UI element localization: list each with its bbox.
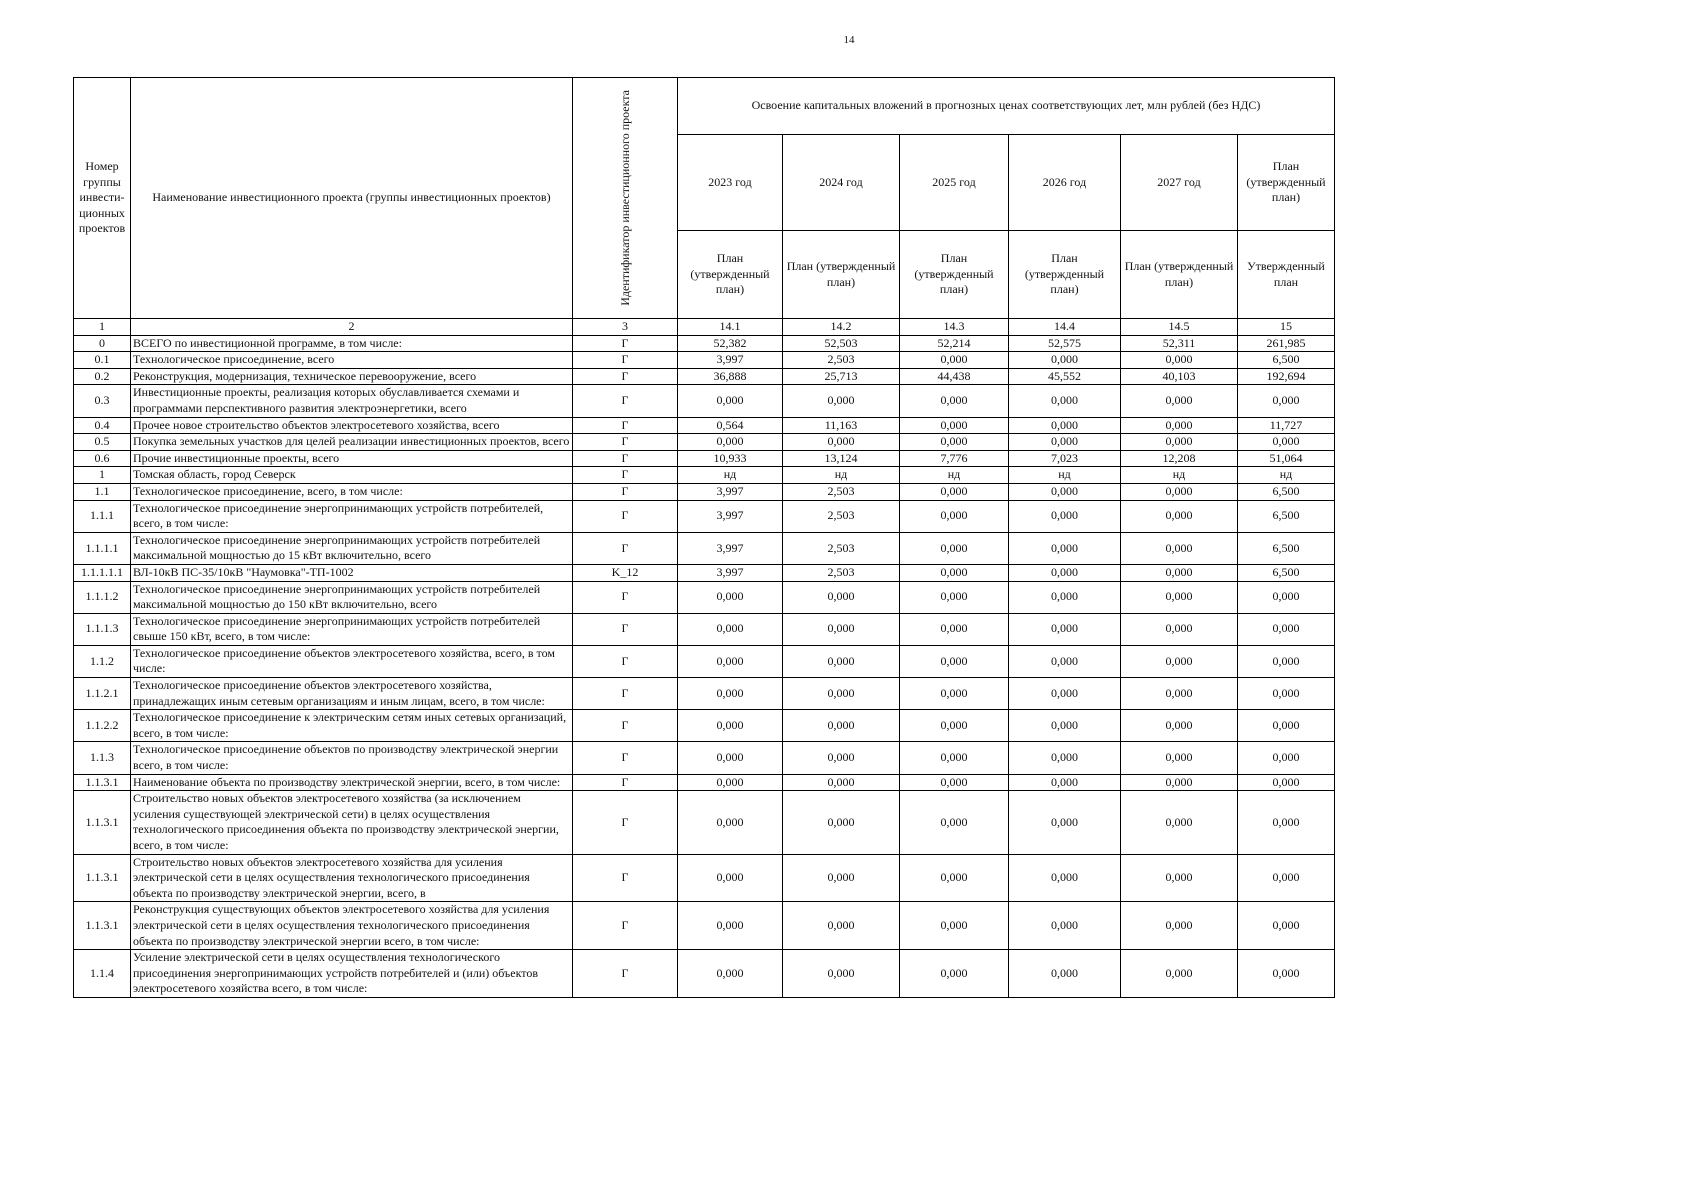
- table-row: [74, 532, 1335, 564]
- row-value: 0,000: [1238, 645, 1335, 677]
- table-row: [74, 950, 1335, 998]
- row-value: нд: [1121, 467, 1238, 484]
- row-identifier: Г: [573, 581, 678, 613]
- table-row: [74, 385, 1335, 417]
- row-number: 1.1.3.1: [74, 774, 131, 791]
- row-number: 0.1: [74, 352, 131, 369]
- row-value: 0,000: [1238, 950, 1335, 998]
- row-value: 0,000: [1238, 678, 1335, 710]
- row-value: 0,000: [900, 710, 1009, 742]
- row-value: 11,727: [1238, 417, 1335, 434]
- row-value: 0,000: [900, 854, 1009, 902]
- row-value: 0,000: [1121, 500, 1238, 532]
- row-value: 3,997: [678, 483, 783, 500]
- row-name: Строительство новых объектов электросетевого хозяйства для усиления электрической сети в целях осуществления технологического присоединения объекта по производству электрической энергии, всего, в: [131, 854, 573, 902]
- row-value: 3,997: [678, 352, 783, 369]
- row-value: 0,000: [1238, 581, 1335, 613]
- row-value: 0,000: [1009, 352, 1121, 369]
- row-identifier: Г: [573, 434, 678, 451]
- row-identifier: Г: [573, 532, 678, 564]
- row-value: 2,503: [783, 352, 900, 369]
- table-row: [74, 902, 1335, 950]
- row-value: 0,000: [1121, 613, 1238, 645]
- row-value: 0,000: [1238, 613, 1335, 645]
- row-value: 0,000: [678, 385, 783, 417]
- row-value: 0,000: [1121, 352, 1238, 369]
- row-value: 0,000: [1121, 417, 1238, 434]
- row-name: Технологическое присоединение к электрическим сетям иных сетевых организаций, всего, в том числе:: [131, 710, 573, 742]
- table-row: [74, 335, 1335, 352]
- row-value: 44,438: [900, 368, 1009, 385]
- row-value: 0,000: [1009, 791, 1121, 854]
- table-row: [74, 645, 1335, 677]
- row-value: 0,000: [678, 854, 783, 902]
- row-value: 0,000: [900, 417, 1009, 434]
- row-value: 51,064: [1238, 450, 1335, 467]
- row-identifier: Г: [573, 742, 678, 774]
- row-name: Реконструкция существующих объектов электросетевого хозяйства для усиления электрической сети в целях осуществления технологического присоединения объекта по производству электрической энергии всего, в том числе:: [131, 902, 573, 950]
- row-value: 0,000: [1238, 774, 1335, 791]
- row-number: 1.1.2: [74, 645, 131, 677]
- row-value: 6,500: [1238, 532, 1335, 564]
- row-value: 10,933: [678, 450, 783, 467]
- row-value: 0,000: [1009, 581, 1121, 613]
- row-name: Технологическое присоединение объектов по производству электрической энергии всего, в том числе:: [131, 742, 573, 774]
- row-value: 0,000: [783, 645, 900, 677]
- header-plan-2: План (утвержденный план): [900, 231, 1009, 319]
- column-number: 15: [1238, 319, 1335, 336]
- row-value: 0,000: [678, 902, 783, 950]
- row-value: 0,000: [678, 434, 783, 451]
- row-number: 1.1.1.1: [74, 532, 131, 564]
- row-value: 0,000: [783, 710, 900, 742]
- row-value: 0,000: [1121, 434, 1238, 451]
- row-identifier: Г: [573, 335, 678, 352]
- row-number: 0.3: [74, 385, 131, 417]
- row-number: 1.1.1.2: [74, 581, 131, 613]
- row-number: 1: [74, 467, 131, 484]
- row-identifier: Г: [573, 352, 678, 369]
- row-value: 0,000: [1121, 710, 1238, 742]
- row-name: Технологическое присоединение, всего, в том числе:: [131, 483, 573, 500]
- row-value: нд: [783, 467, 900, 484]
- row-value: 6,500: [1238, 564, 1335, 581]
- row-value: 52,575: [1009, 335, 1121, 352]
- row-value: 0,000: [1121, 774, 1238, 791]
- row-name: Наименование объекта по производству электрической энергии, всего, в том числе:: [131, 774, 573, 791]
- row-name: Технологическое присоединение энергопринимающих устройств потребителей максимальной мощностью до 150 кВт включительно, всего: [131, 581, 573, 613]
- row-value: 2,503: [783, 500, 900, 532]
- row-value: 0,000: [900, 500, 1009, 532]
- row-value: 0,000: [1238, 710, 1335, 742]
- row-identifier: Г: [573, 710, 678, 742]
- row-value: 0,000: [900, 352, 1009, 369]
- row-value: 52,311: [1121, 335, 1238, 352]
- row-value: 7,776: [900, 450, 1009, 467]
- header-plan-5: Утвержденный план: [1238, 231, 1335, 319]
- row-value: 0,000: [1121, 385, 1238, 417]
- row-value: 0,000: [783, 581, 900, 613]
- row-value: 0,000: [1009, 385, 1121, 417]
- row-name: Реконструкция, модернизация, техническое перевооружение, всего: [131, 368, 573, 385]
- row-name: ВСЕГО по инвестиционной программе, в том числе:: [131, 335, 573, 352]
- row-identifier: Г: [573, 500, 678, 532]
- row-value: 0,000: [678, 645, 783, 677]
- row-number: 1.1.3.1: [74, 791, 131, 854]
- row-identifier: Г: [573, 902, 678, 950]
- row-number: 0.5: [74, 434, 131, 451]
- row-value: 0,000: [678, 581, 783, 613]
- header-group-number: Номер группы инвести-ционных проектов: [74, 78, 131, 319]
- header-year-2: 2025 год: [900, 135, 1009, 231]
- column-number: 14.5: [1121, 319, 1238, 336]
- table-row: [74, 500, 1335, 532]
- table-row: [74, 368, 1335, 385]
- column-number: 3: [573, 319, 678, 336]
- row-name: Технологическое присоединение энергопринимающих устройств потребителей свыше 150 кВт, всего, в том числе:: [131, 613, 573, 645]
- row-value: 0,000: [783, 774, 900, 791]
- table-row: [74, 417, 1335, 434]
- row-value: 0,000: [1121, 532, 1238, 564]
- row-value: 0,000: [1009, 902, 1121, 950]
- row-value: 6,500: [1238, 483, 1335, 500]
- row-name: Инвестиционные проекты, реализация которых обуславливается схемами и программами перспективного развития электроэнергетики, всего: [131, 385, 573, 417]
- row-identifier: Г: [573, 467, 678, 484]
- row-value: 52,503: [783, 335, 900, 352]
- row-name: Технологическое присоединение объектов электросетевого хозяйства, принадлежащих иным сетевым организациям и иным лицам, всего, в том числе:: [131, 678, 573, 710]
- row-value: 3,997: [678, 532, 783, 564]
- row-name: ВЛ-10кВ ПС-35/10кВ "Наумовка"-ТП-1002: [131, 564, 573, 581]
- row-name: Прочие инвестиционные проекты, всего: [131, 450, 573, 467]
- row-value: 0,000: [1121, 950, 1238, 998]
- column-number: 14.3: [900, 319, 1009, 336]
- header-project-name: Наименование инвестиционного проекта (группы инвестиционных проектов): [131, 78, 573, 319]
- table-row: [74, 564, 1335, 581]
- table-row: [74, 710, 1335, 742]
- header-identifier-cell: [573, 78, 678, 319]
- table-row: [74, 450, 1335, 467]
- row-number: 1.1.2.1: [74, 678, 131, 710]
- table-row: [74, 467, 1335, 484]
- header-year-5: План (утвержденный план): [1238, 135, 1335, 231]
- row-value: 0,000: [1009, 434, 1121, 451]
- row-identifier: Г: [573, 613, 678, 645]
- row-value: 6,500: [1238, 500, 1335, 532]
- row-value: 36,888: [678, 368, 783, 385]
- table-row: [74, 483, 1335, 500]
- header-plan-3: План (утвержденный план): [1009, 231, 1121, 319]
- row-value: 0,000: [1009, 742, 1121, 774]
- row-value: нд: [900, 467, 1009, 484]
- table-row: [74, 352, 1335, 369]
- row-value: 0,000: [1121, 854, 1238, 902]
- header-plan-1: План (утвержденный план): [783, 231, 900, 319]
- row-value: 2,503: [783, 532, 900, 564]
- row-number: 1.1.2.2: [74, 710, 131, 742]
- row-identifier: Г: [573, 854, 678, 902]
- row-value: 0,000: [678, 742, 783, 774]
- row-value: 0,000: [783, 854, 900, 902]
- row-value: 0,000: [1238, 434, 1335, 451]
- row-value: 0,000: [678, 774, 783, 791]
- row-value: 0,000: [783, 434, 900, 451]
- row-value: 2,503: [783, 483, 900, 500]
- row-value: 0,000: [783, 902, 900, 950]
- row-number: 0.4: [74, 417, 131, 434]
- row-number: 1.1.3.1: [74, 854, 131, 902]
- header-year-3: 2026 год: [1009, 135, 1121, 231]
- table-row: [74, 581, 1335, 613]
- row-number: 0.6: [74, 450, 131, 467]
- table-header: [74, 78, 1335, 336]
- row-value: 0,564: [678, 417, 783, 434]
- header-year-1: 2024 год: [783, 135, 900, 231]
- table-row: [74, 791, 1335, 854]
- row-value: 0,000: [900, 385, 1009, 417]
- row-name: Томская область, город Северск: [131, 467, 573, 484]
- row-value: 0,000: [1009, 417, 1121, 434]
- row-value: 0,000: [678, 613, 783, 645]
- row-value: 0,000: [1121, 742, 1238, 774]
- row-name: Технологическое присоединение энергопринимающих устройств потребителей максимальной мощностью до 15 кВт включительно, всего: [131, 532, 573, 564]
- row-value: 0,000: [1121, 678, 1238, 710]
- row-value: 0,000: [900, 950, 1009, 998]
- row-identifier: K_12: [573, 564, 678, 581]
- row-number: 0.2: [74, 368, 131, 385]
- table-row: [74, 774, 1335, 791]
- row-value: 192,694: [1238, 368, 1335, 385]
- column-number: 14.2: [783, 319, 900, 336]
- row-number: 1.1.4: [74, 950, 131, 998]
- table-row: [74, 854, 1335, 902]
- row-value: 52,382: [678, 335, 783, 352]
- row-number: 1.1.3.1: [74, 902, 131, 950]
- row-value: 0,000: [1009, 645, 1121, 677]
- row-number: 1.1.1.3: [74, 613, 131, 645]
- row-number: 0: [74, 335, 131, 352]
- row-name: Прочее новое строительство объектов электросетевого хозяйства, всего: [131, 417, 573, 434]
- row-value: 0,000: [783, 613, 900, 645]
- row-value: 0,000: [1121, 791, 1238, 854]
- header-year-0: 2023 год: [678, 135, 783, 231]
- table-row: [74, 742, 1335, 774]
- row-value: 0,000: [678, 678, 783, 710]
- row-value: 0,000: [900, 774, 1009, 791]
- header-plan-0: План (утвержденный план): [678, 231, 783, 319]
- row-value: 0,000: [1238, 791, 1335, 854]
- row-value: 0,000: [678, 950, 783, 998]
- column-number: 1: [74, 319, 131, 336]
- row-value: 2,503: [783, 564, 900, 581]
- table-row: [74, 678, 1335, 710]
- row-value: 0,000: [900, 564, 1009, 581]
- row-value: 45,552: [1009, 368, 1121, 385]
- row-value: 0,000: [678, 710, 783, 742]
- row-value: 0,000: [1121, 483, 1238, 500]
- row-identifier: Г: [573, 791, 678, 854]
- row-identifier: Г: [573, 678, 678, 710]
- row-identifier: Г: [573, 450, 678, 467]
- row-value: 13,124: [783, 450, 900, 467]
- row-name: Технологическое присоединение объектов электросетевого хозяйства, всего, в том числе:: [131, 645, 573, 677]
- row-value: 3,997: [678, 564, 783, 581]
- row-value: 0,000: [1009, 500, 1121, 532]
- row-name: Технологическое присоединение, всего: [131, 352, 573, 369]
- row-value: 0,000: [900, 483, 1009, 500]
- row-value: 0,000: [1238, 385, 1335, 417]
- row-value: 0,000: [1009, 710, 1121, 742]
- row-value: 7,023: [1009, 450, 1121, 467]
- row-number: 1.1.1: [74, 500, 131, 532]
- row-value: 0,000: [900, 613, 1009, 645]
- row-value: 0,000: [1238, 742, 1335, 774]
- row-identifier: Г: [573, 368, 678, 385]
- row-value: 12,208: [1121, 450, 1238, 467]
- row-value: 0,000: [1009, 678, 1121, 710]
- row-value: 0,000: [900, 742, 1009, 774]
- table-row: [74, 434, 1335, 451]
- row-name: Покупка земельных участков для целей реализации инвестиционных проектов, всего: [131, 434, 573, 451]
- row-value: 0,000: [1009, 774, 1121, 791]
- row-value: 0,000: [783, 678, 900, 710]
- row-number: 1.1.3: [74, 742, 131, 774]
- row-value: 0,000: [1238, 854, 1335, 902]
- row-value: 0,000: [1121, 645, 1238, 677]
- row-value: 0,000: [900, 678, 1009, 710]
- row-number: 1.1: [74, 483, 131, 500]
- row-identifier: Г: [573, 417, 678, 434]
- row-identifier: Г: [573, 483, 678, 500]
- row-value: 0,000: [1121, 581, 1238, 613]
- row-value: 0,000: [1009, 532, 1121, 564]
- row-name: Усиление электрической сети в целях осуществления технологического присоединения энергопринимающих устройств потребителей и (или) объектов электросетевого хозяйства всего, в том числе:: [131, 950, 573, 998]
- investment-table: [73, 77, 1335, 998]
- row-name: Технологическое присоединение энергопринимающих устройств потребителей, всего, в том числе:: [131, 500, 573, 532]
- row-value: 0,000: [678, 791, 783, 854]
- row-value: нд: [1238, 467, 1335, 484]
- row-value: 0,000: [1009, 950, 1121, 998]
- header-identifier: Идентификатор инвестиционного проекта: [617, 90, 632, 306]
- header-plan-4: План (утвержденный план): [1121, 231, 1238, 319]
- row-value: 0,000: [783, 742, 900, 774]
- row-identifier: Г: [573, 774, 678, 791]
- row-identifier: Г: [573, 645, 678, 677]
- column-number: 14.4: [1009, 319, 1121, 336]
- row-name: Строительство новых объектов электросетевого хозяйства (за исключением усиления существующей электрической сети) в целях осуществления технологического присоединения объекта по производству электрической энергии, всего, в том числе:: [131, 791, 573, 854]
- row-value: 0,000: [783, 950, 900, 998]
- row-value: 0,000: [900, 532, 1009, 564]
- row-value: нд: [1009, 467, 1121, 484]
- header-year-4: 2027 год: [1121, 135, 1238, 231]
- row-value: 0,000: [900, 434, 1009, 451]
- row-number: 1.1.1.1.1: [74, 564, 131, 581]
- column-number: 14.1: [678, 319, 783, 336]
- row-value: 40,103: [1121, 368, 1238, 385]
- row-value: 52,214: [900, 335, 1009, 352]
- table-body: [74, 335, 1335, 997]
- row-value: 0,000: [1238, 902, 1335, 950]
- row-value: 0,000: [1121, 564, 1238, 581]
- table-row: [74, 613, 1335, 645]
- row-value: 0,000: [900, 581, 1009, 613]
- row-value: 0,000: [900, 645, 1009, 677]
- row-value: 0,000: [1009, 613, 1121, 645]
- row-value: 6,500: [1238, 352, 1335, 369]
- row-value: 0,000: [900, 902, 1009, 950]
- row-value: 0,000: [783, 385, 900, 417]
- column-number: 2: [131, 319, 573, 336]
- row-value: 261,985: [1238, 335, 1335, 352]
- row-value: 25,713: [783, 368, 900, 385]
- row-identifier: Г: [573, 385, 678, 417]
- row-value: 0,000: [900, 791, 1009, 854]
- page-number: 14: [843, 34, 855, 46]
- row-value: 0,000: [1121, 902, 1238, 950]
- header-capex-title: Освоение капитальных вложений в прогнозных ценах соответствующих лет, млн рублей (без НДС): [678, 78, 1335, 135]
- row-identifier: Г: [573, 950, 678, 998]
- row-value: 0,000: [1009, 854, 1121, 902]
- row-value: 3,997: [678, 500, 783, 532]
- row-value: 0,000: [1009, 564, 1121, 581]
- row-value: 11,163: [783, 417, 900, 434]
- row-value: нд: [678, 467, 783, 484]
- row-value: 0,000: [783, 791, 900, 854]
- row-value: 0,000: [1009, 483, 1121, 500]
